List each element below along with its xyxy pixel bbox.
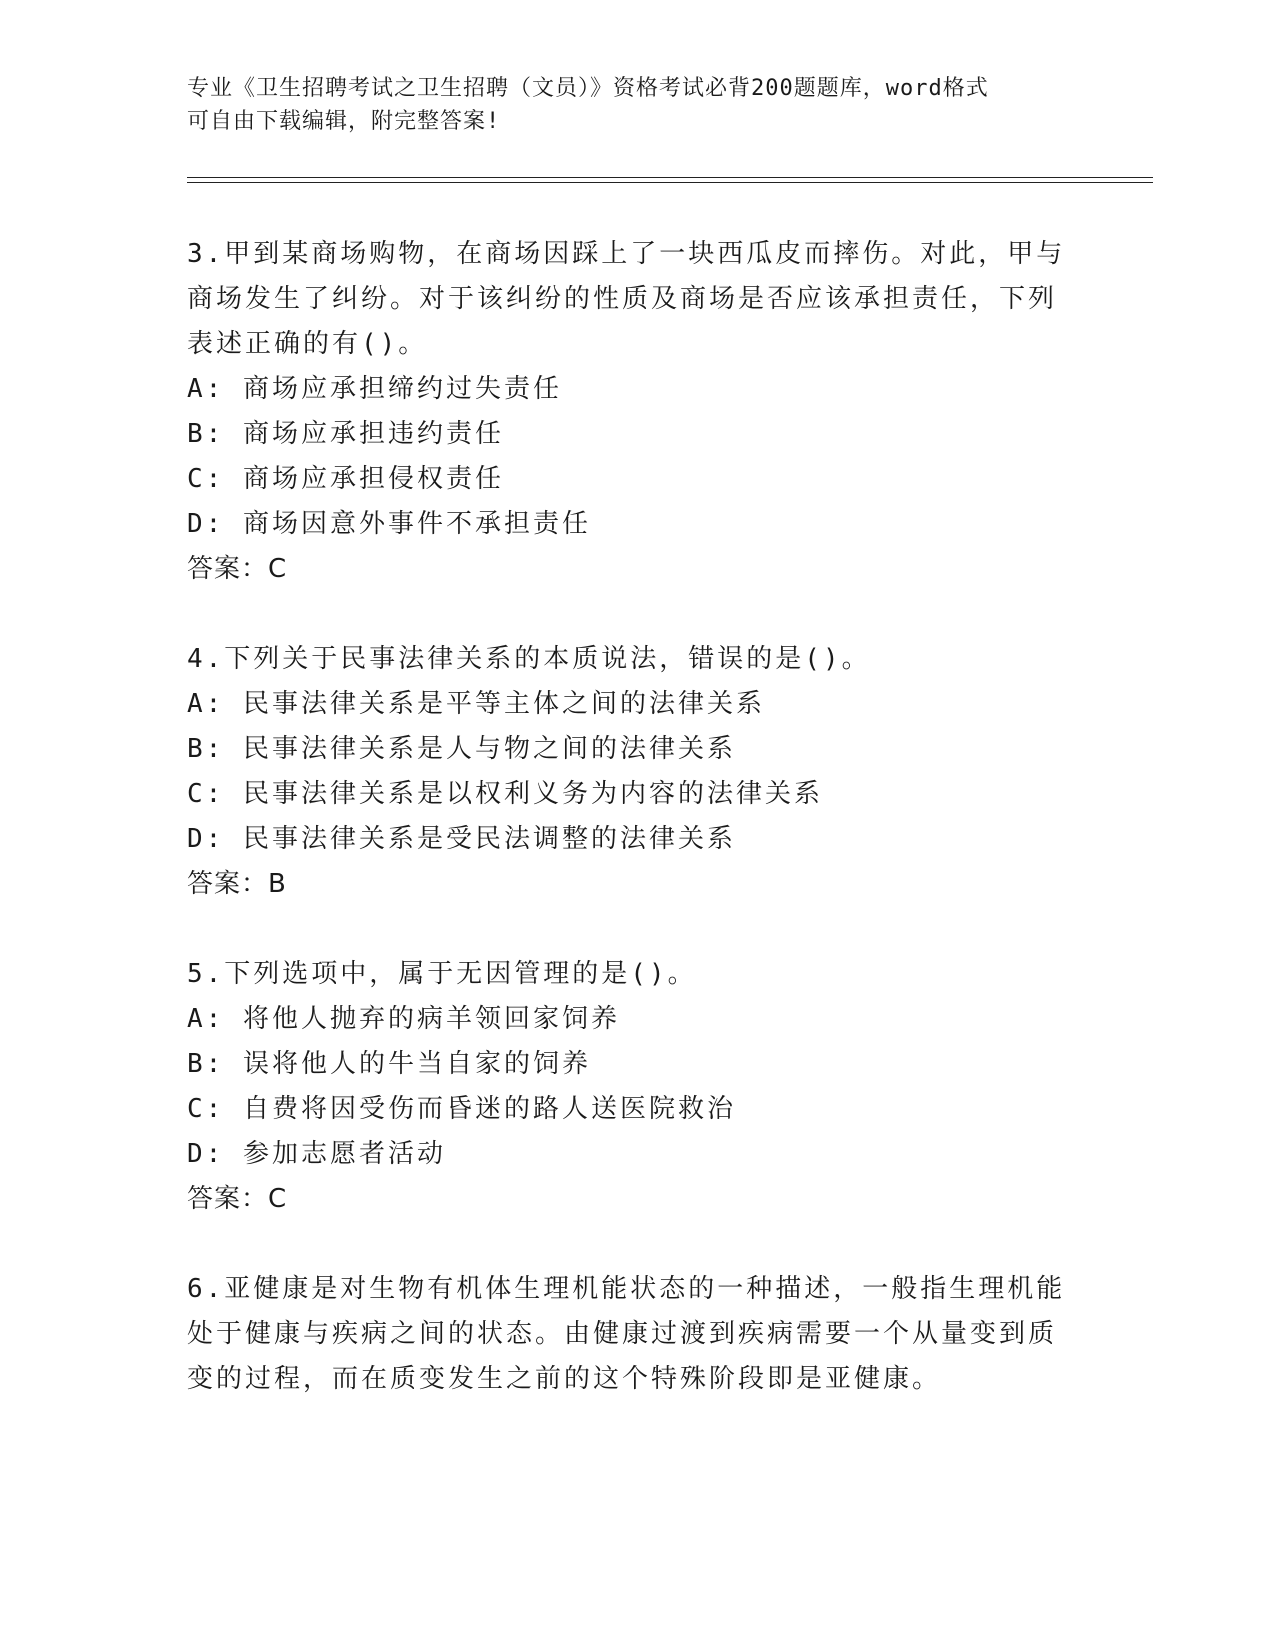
option-c: C: 民事法律关系是以权利义务为内容的法律关系 [187,779,823,809]
question-text-line: 3.甲到某商场购物，在商场因踩上了一块西瓜皮而摔伤。对此，甲与 [187,239,1066,269]
question-text-line: 5.下列选项中，属于无因管理的是()。 [187,959,697,989]
option-c: C: 商场应承担侵权责任 [187,464,504,494]
question-4 [187,637,1067,907]
answer-line: 答案：B [187,869,287,899]
option-b: B: 误将他人的牛当自家的饲养 [187,1049,591,1079]
option-b: B: 商场应承担违约责任 [187,419,504,449]
header-rule-bottom [187,182,1153,183]
question-text-line: 6.亚健康是对生物有机体生理机能状态的一种描述，一般指生理机能 [187,1274,1066,1304]
question-text-line: 4.下列关于民事法律关系的本质说法，错误的是()。 [187,644,871,674]
question-text-line: 处于健康与疾病之间的状态。由健康过渡到疾病需要一个从量变到质 [187,1319,1058,1349]
option-d: D: 民事法律关系是受民法调整的法律关系 [187,824,736,854]
question-list [187,232,1067,1447]
document-header [187,72,1067,138]
header-line-2: 可自由下载编辑，附完整答案! [187,109,501,134]
question-text-line: 变的过程，而在质变发生之前的这个特殊阶段即是亚健康。 [187,1364,942,1394]
question-3 [187,232,1067,592]
option-d: D: 商场因意外事件不承担责任 [187,509,591,539]
question-text-line: 表述正确的有()。 [187,329,428,359]
option-a: A: 民事法律关系是平等主体之间的法律关系 [187,689,765,719]
option-b: B: 民事法律关系是人与物之间的法律关系 [187,734,736,764]
question-text-line: 商场发生了纠纷。对于该纠纷的性质及商场是否应该承担责任，下列 [187,284,1058,314]
answer-line: 答案：C [187,1184,288,1214]
option-a: A: 将他人抛弃的病羊领回家饲养 [187,1004,620,1034]
question-6 [187,1267,1067,1402]
header-rule-top [187,177,1153,178]
option-c: C: 自费将因受伤而昏迷的路人送医院救治 [187,1094,736,1124]
option-a: A: 商场应承担缔约过失责任 [187,374,562,404]
question-5 [187,952,1067,1222]
answer-line: 答案：C [187,554,288,584]
header-line-1: 专业《卫生招聘考试之卫生招聘（文员）》资格考试必背200题题库，word格式 [187,76,989,101]
option-d: D: 参加志愿者活动 [187,1139,446,1169]
